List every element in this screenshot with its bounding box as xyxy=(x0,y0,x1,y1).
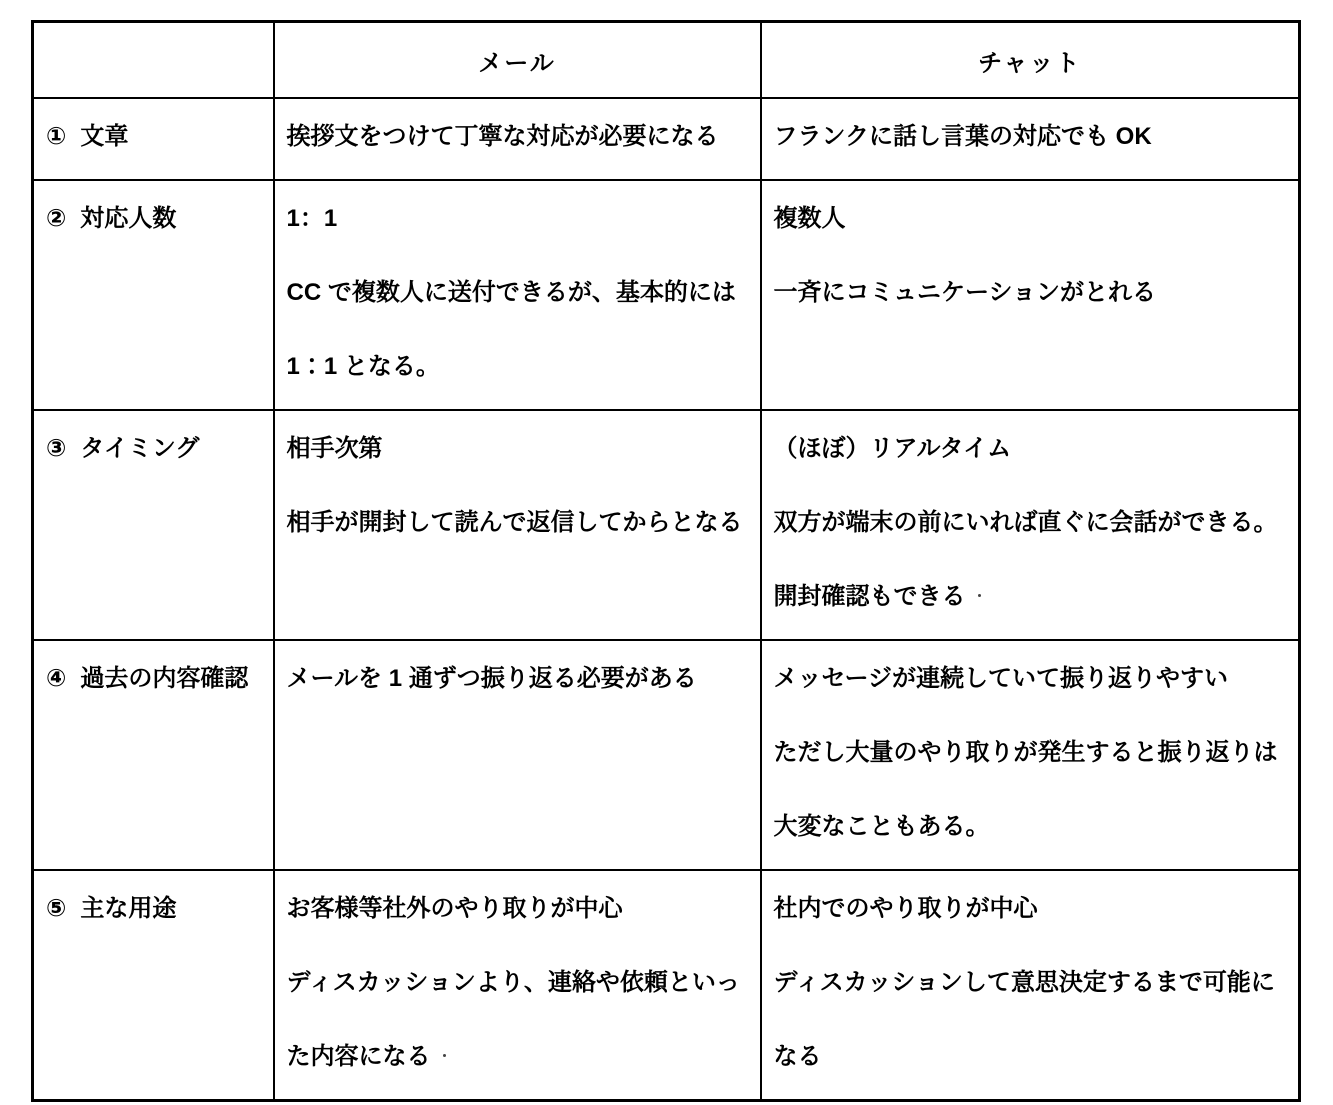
cell-line: CC で複数人に送付できるが、基本的には xyxy=(286,279,736,306)
row-number: ① xyxy=(46,123,67,150)
row-header-cell xyxy=(33,870,274,1101)
row-label: 過去の内容確認 xyxy=(80,665,249,692)
mail-cell xyxy=(274,180,761,410)
cell-line: 双方が端末の前にいれば直ぐに会話ができる。 xyxy=(773,509,1278,536)
chat-cell xyxy=(761,180,1300,410)
cell-line: なる xyxy=(773,1043,822,1070)
tiny-dot-mark xyxy=(978,594,981,597)
cell-line: 相手が開封して読んで返信してからとなる xyxy=(286,509,743,536)
table-row xyxy=(33,98,1300,180)
mail-cell xyxy=(274,410,761,640)
row-number: ④ xyxy=(46,665,67,692)
row-label: 対応人数 xyxy=(80,205,177,232)
row-label: タイミング xyxy=(80,435,200,462)
cell-line: ディスカッションして意思決定するまで可能に xyxy=(773,969,1275,996)
cell-line: メールを 1 通ずつ振り返る必要がある xyxy=(286,665,697,692)
header-mail-cell: メール xyxy=(274,22,761,99)
cell-line: （ほぼ）リアルタイム xyxy=(773,435,1012,462)
cell-line: メッセージが連続していて振り返りやすい xyxy=(773,665,1229,692)
row-number: ② xyxy=(46,205,67,232)
cell-line: 大変なこともある。 xyxy=(773,813,990,840)
cell-line: た内容になる xyxy=(287,1020,748,1094)
cell-line: お客様等社外のやり取りが中心 xyxy=(286,895,623,922)
cell-line: 1：1 xyxy=(286,205,338,232)
row-header-cell xyxy=(33,98,274,180)
cell-line: 1：1 となる。 xyxy=(286,353,440,380)
table-row xyxy=(33,410,1300,640)
cell-line: ディスカッションより、連絡や依頼といっ xyxy=(286,969,740,996)
cell-line: 挨拶文をつけて丁寧な対応が必要になる xyxy=(286,123,719,150)
cell-line: 複数人 xyxy=(773,205,846,232)
cell-line: 開封確認もできる xyxy=(774,560,1287,634)
cell-line: 一斉にコミュニケーションがとれる xyxy=(773,279,1157,306)
table-body xyxy=(33,98,1300,1101)
header-chat-cell: チャット xyxy=(761,22,1300,99)
cell-line: 相手次第 xyxy=(286,435,383,462)
row-number: ③ xyxy=(46,435,67,462)
row-number: ⑤ xyxy=(46,895,67,922)
cell-line: 社内でのやり取りが中心 xyxy=(773,895,1038,922)
row-header-cell xyxy=(33,180,274,410)
table-row xyxy=(33,180,1300,410)
cell-line: ただし大量のやり取りが発生すると振り返りは xyxy=(773,739,1278,766)
chat-cell xyxy=(761,870,1300,1101)
row-label: 文章 xyxy=(80,123,129,150)
table-row xyxy=(33,870,1300,1101)
cell-line: フランクに話し言葉の対応でも OK xyxy=(773,123,1152,150)
mail-cell xyxy=(274,870,761,1101)
header-row xyxy=(33,22,1300,99)
header-empty-cell xyxy=(33,22,274,99)
chat-cell xyxy=(761,410,1300,640)
row-header-cell xyxy=(33,640,274,870)
chat-cell xyxy=(761,640,1300,870)
mail-cell xyxy=(274,640,761,870)
chat-cell xyxy=(761,98,1300,180)
row-header-cell xyxy=(33,410,274,640)
table-row xyxy=(33,640,1300,870)
tiny-dot-mark xyxy=(443,1054,446,1057)
mail-vs-chat-comparison-table xyxy=(31,20,1301,1102)
mail-cell xyxy=(274,98,761,180)
row-label: 主な用途 xyxy=(80,895,177,922)
